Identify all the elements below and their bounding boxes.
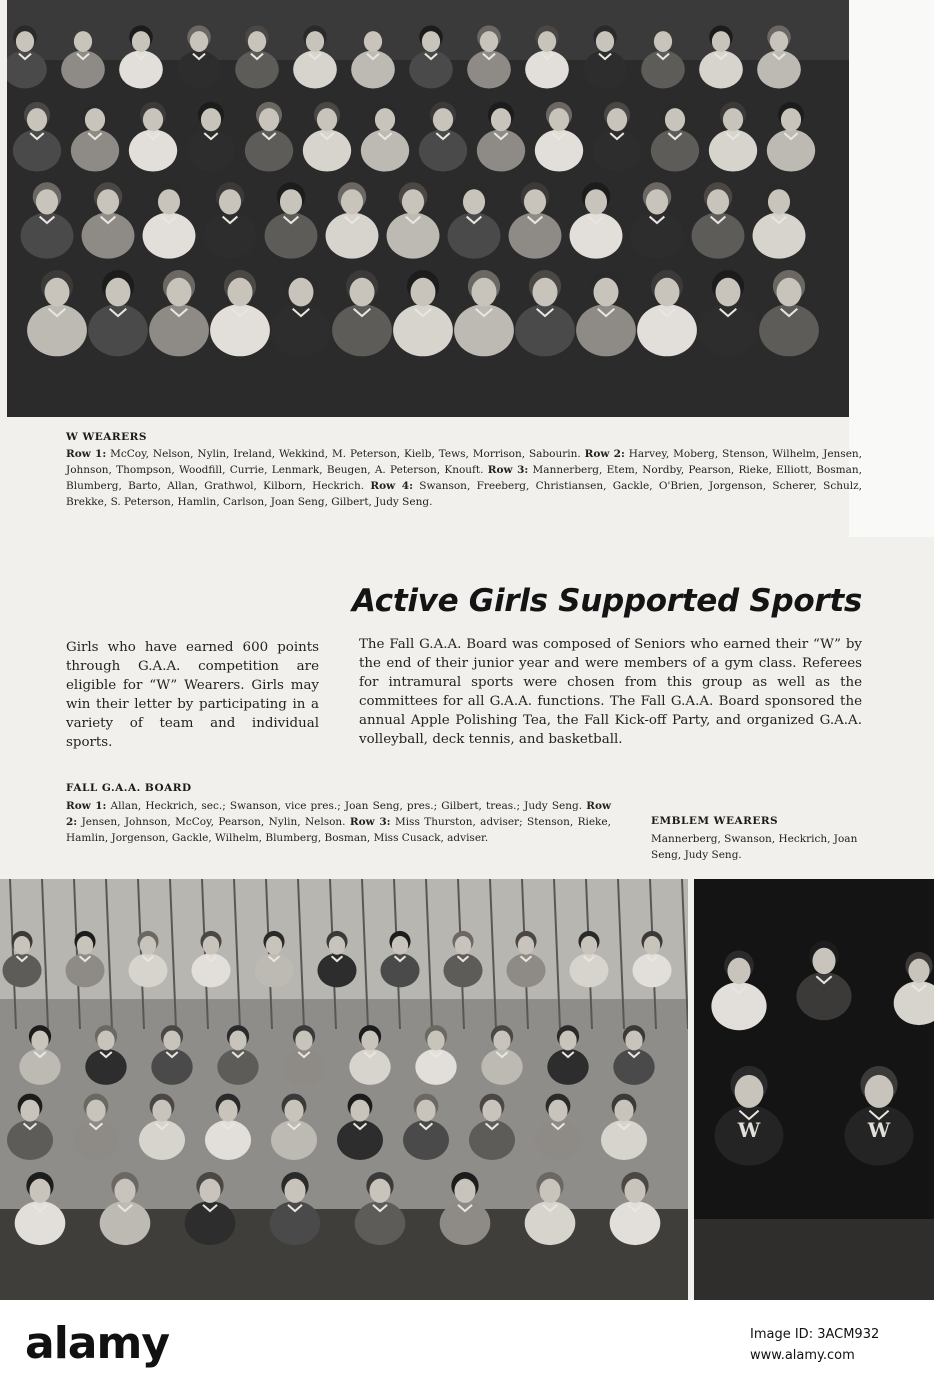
board-row-1-names: Allan, Heckrich, sec.; Swanson, vice pres.; Joan Seng, pres.; Gilbert, treas.; Judy Seng. [106,800,587,812]
row-4-names: Swanson, Freeberg, Christiansen, Gackle, O'Brien, Jorgenson, Scherer, Schulz, Brekke, S. Peterson, Hamlin, Carlson, Joan Seng, Gilbert, Judy Seng. [66,480,862,508]
emblem-photo-figures [694,879,934,1300]
row-2-names: Harvey, Moberg, Stenson, Wilhelm, Jensen, Johnson, Thompson, Woodfill, Currie, Lenmark, Beugen, A. Peterson, Knouft. [66,448,863,476]
row-1-label: Row 1: [66,448,107,460]
fall-board-photo-figures [0,879,688,1300]
emblem-wearers-caption: Mannerberg, Swanson, Heckrich, Joan Seng, Judy Seng. [651,833,858,861]
fall-board-group-photo [0,879,688,1300]
board-row-1-label: Row 1: [66,800,107,812]
emblem-wearers-photo [694,879,934,1300]
w-wearers-heading: W WEARERS [66,431,147,443]
row-2-label: Row 2: [584,448,625,460]
board-row-2-label: Row 2: [66,800,612,828]
board-row-2-names: Jensen, Johnson, McCoy, Pearson, Nylin, Nelson. [77,816,350,828]
board-row-3-names: Miss Thurston, adviser; Stenson, Rieke, Hamlin, Jorgenson, Gackle, Wilhelm, Blumberg, Bosman, Miss Cusack, adviser. [66,816,611,844]
w-wearers-caption [66,446,862,510]
row-3-label: Row 3: [487,464,529,476]
row-1-names: McCoy, Nelson, Nylin, Ireland, Wekkind, M. Peterson, Kielb, Tews, Morrison, Sabourin. [106,448,585,460]
watermark-image-id: Image ID: 3ACM932 [750,1327,880,1342]
article-title: Active Girls Supported Sports [352,583,862,619]
fall-board-heading: FALL G.A.A. BOARD [66,782,192,794]
board-row-3-label: Row 3: [349,816,391,828]
row-4-label: Row 4: [370,480,413,492]
watermark-logo: alamy [25,1318,169,1369]
letter-w-emblem: W [867,1118,891,1142]
row-3-names: Mannerberg, Etem, Nordby, Pearson, Rieke, Elliott, Bosman, Blumberg, Barto, Allan, Grathwol, Kilborn, Heckrich. [66,464,862,492]
w-wearers-photo-figures [7,0,849,417]
letter-w-emblem: W [737,1118,761,1142]
w-wearers-group-photo [7,0,849,417]
emblem-wearers-heading: EMBLEM WEARERS [651,815,779,827]
watermark-url: www.alamy.com [750,1348,855,1363]
fall-board-caption [66,798,611,846]
article-right-paragraph: The Fall G.A.A. Board was composed of Seniors who earned their “W” by the end of their junior year and were members of a gym class. Referees for intramural sports were chosen from this group as well as the committees for all G.A.A. functions. The Fall G.A.A. Board sponsored the annual Apple Polishing Tea, the Fall Kick-off Party, and organized G.A.A. volleyball, deck tennis, and basketball. [359,637,862,747]
article-left-paragraph: Girls who have earned 600 points through G.A.A. competition are eligible for “W” Wearers. Girls may win their letter by participating in a variety of team and individual sports. [66,640,319,750]
